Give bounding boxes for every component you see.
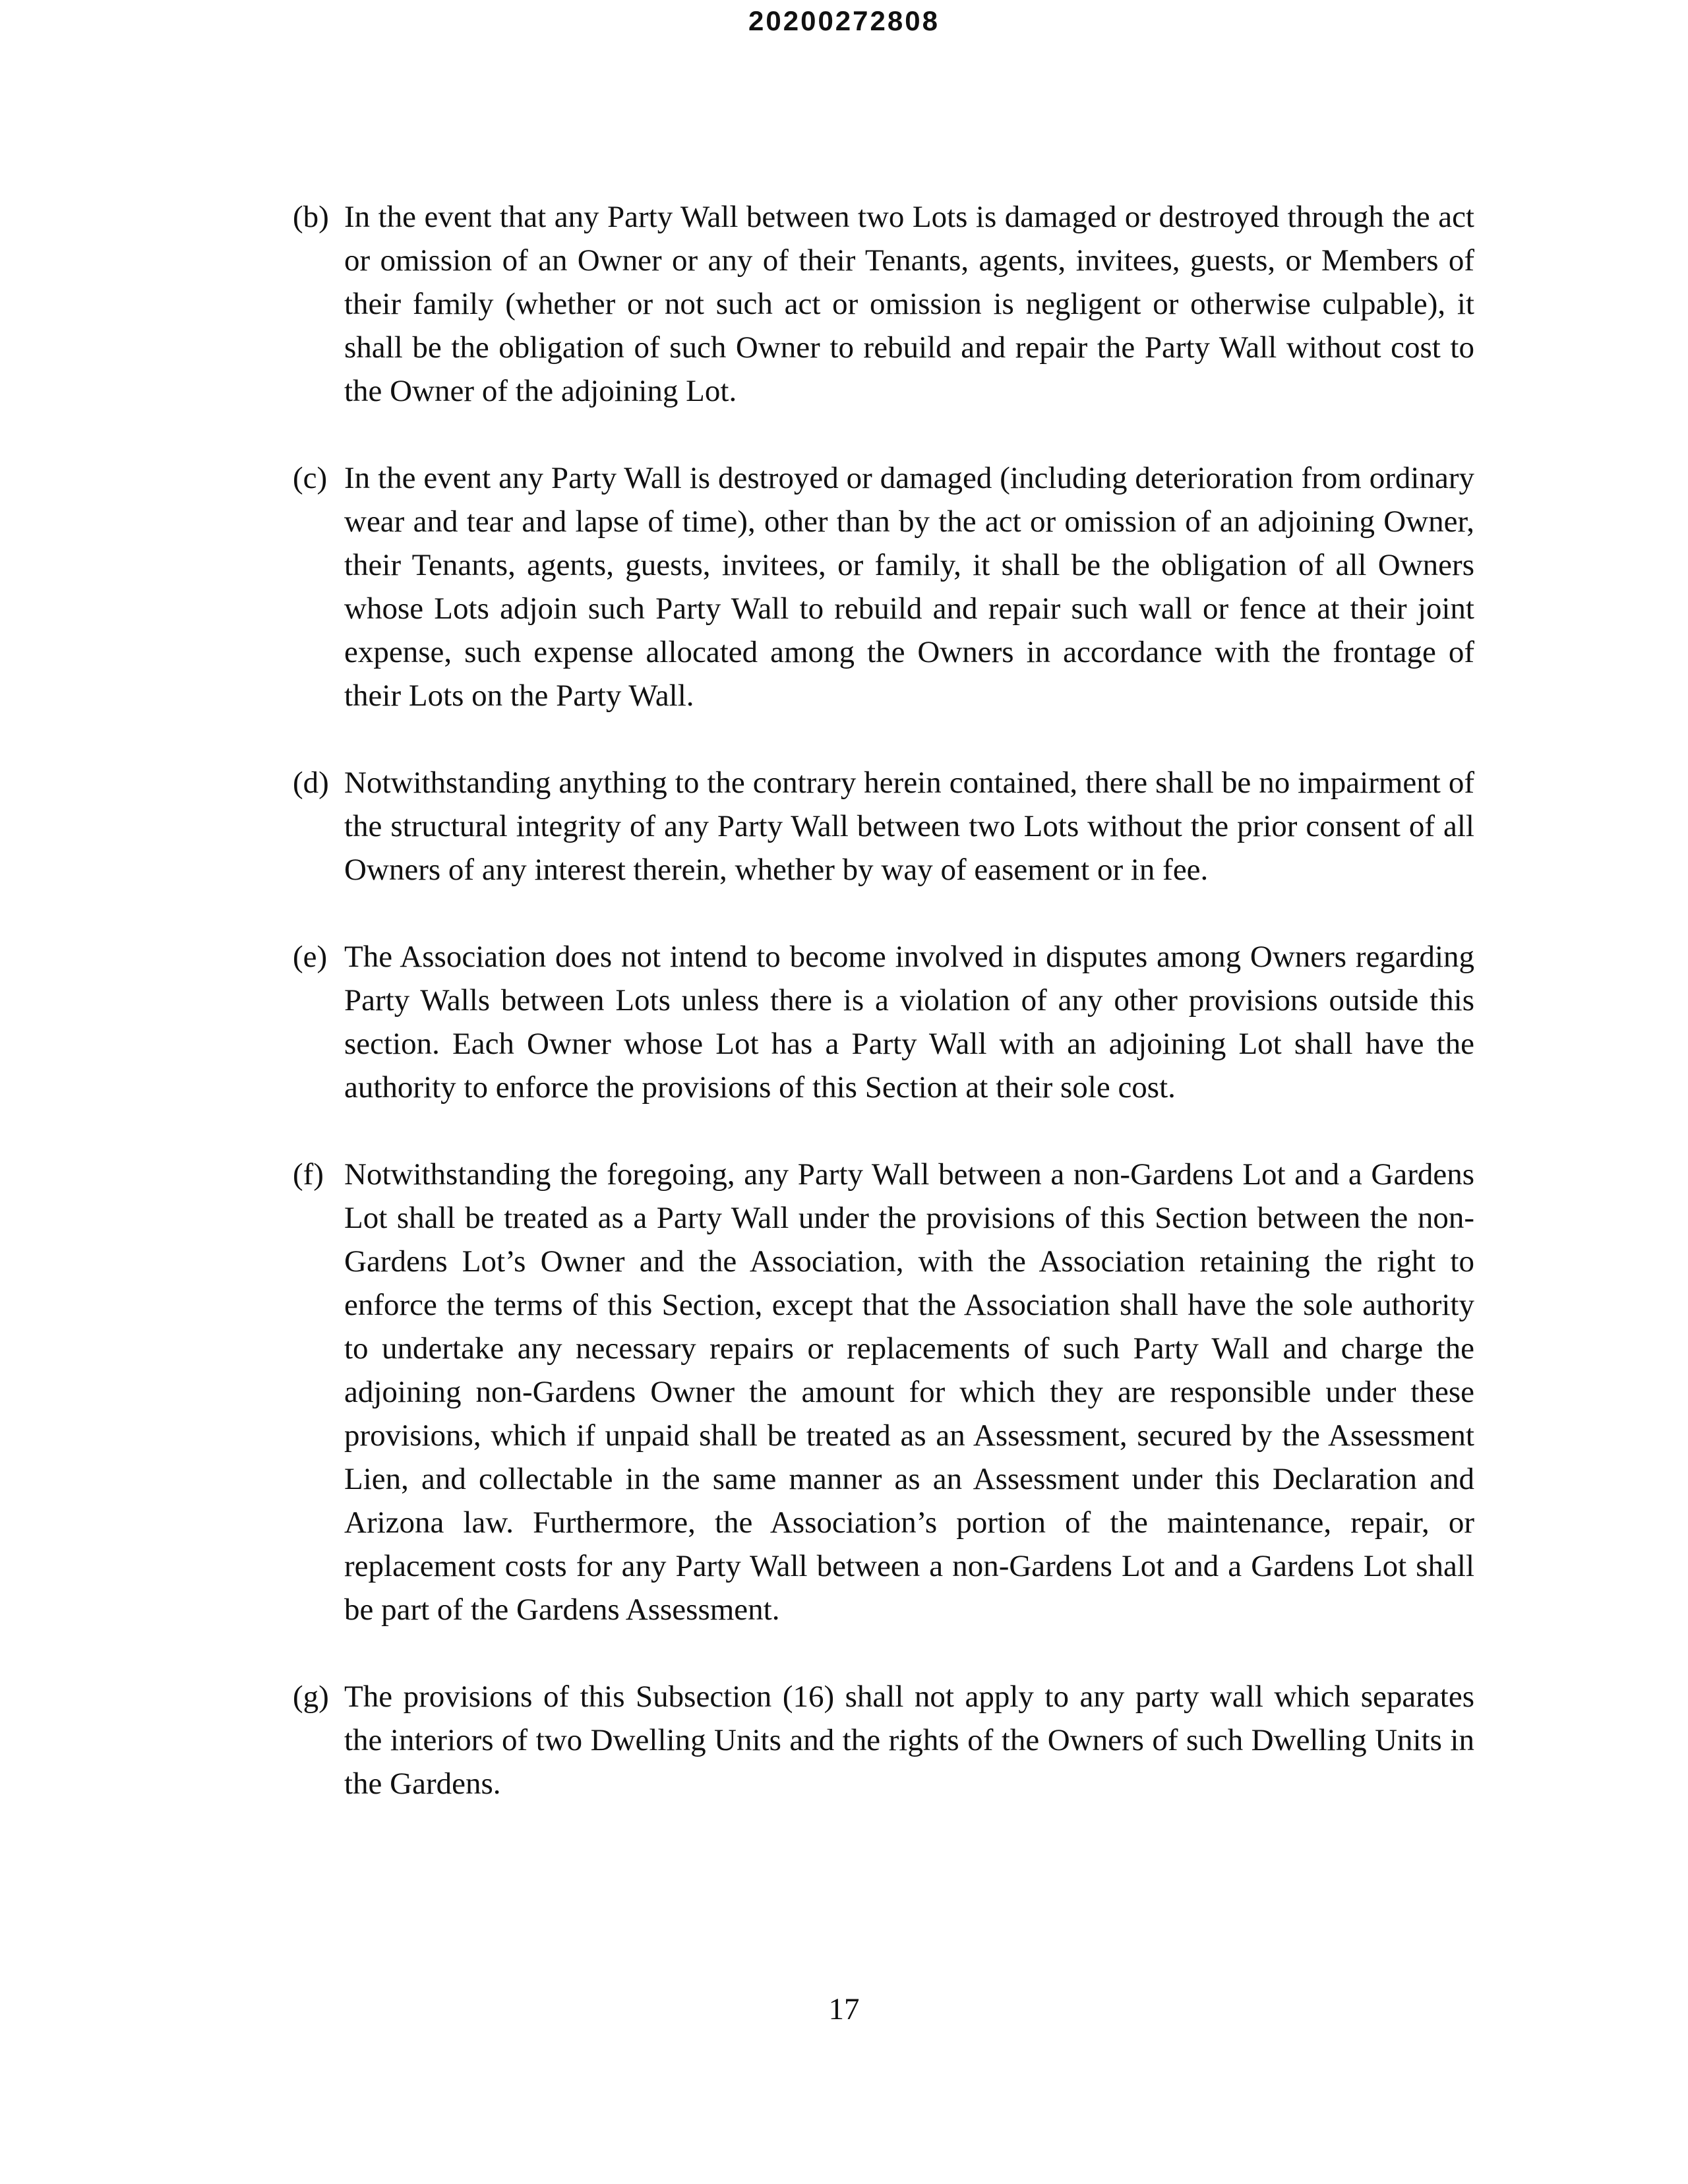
clause-label: (d)	[293, 766, 329, 800]
document-number: 20200272808	[748, 5, 940, 36]
clause-label: (g)	[293, 1680, 329, 1714]
clause-text: The provisions of this Subsection (16) shall not apply to any party wall which separates the interiors of two Dwelling Units and the rights of the Owners of such Dwelling Units in the Gardens.	[344, 1680, 1474, 1801]
clause-text: In the event any Party Wall is destroyed or damaged (including deterioration from ordinary wear and tear and lapse of time), other than by the act or omission of an adjoining Owner, their Tenants, agents, guests, invitees, or family, it shall be the obligation of all Owners whose Lots adjoin such Party Wall to rebuild and repair such wall or fence at their joint expense, such expense allocated among the Owners in accordance with the frontage of their Lots on the Party Wall.	[344, 461, 1474, 713]
clause-label: (e)	[293, 940, 328, 974]
clause-text: The Association does not intend to become involved in disputes among Owners regarding Party Walls between Lots unless there is a violation of any other provisions outside this section. Each Owner whose Lot has a Party Wall with an adjoining Lot shall have the authority to enforce the provisions of this Section at their sole cost.	[344, 940, 1474, 1105]
clause-d	[293, 761, 1474, 892]
page-number: 17	[828, 1992, 860, 2026]
clause-b	[293, 195, 1474, 413]
clause-text: Notwithstanding the foregoing, any Party Wall between a non-Gardens Lot and a Gardens Lot shall be treated as a Party Wall under the provisions of this Section between the non-Gardens Lot’s Owner and the Association, with the Association retaining the right to enforce the terms of this Section, except that the Association shall have the sole authority to undertake any necessary repairs or replacements of such Party Wall and charge the adjoining non-Gardens Owner the amount for which they are responsible under these provisions, which if unpaid shall be treated as an Assessment, secured by the Assessment Lien, and collectable in the same manner as an Assessment under this Declaration and Arizona law. Furthermore, the Association’s portion of the maintenance, repair, or replacement costs for any Party Wall between a non-Gardens Lot and a Gardens Lot shall be part of the Gardens Assessment.	[344, 1157, 1474, 1627]
clause-text: Notwithstanding anything to the contrary herein contained, there shall be no impairment of the structural integrity of any Party Wall between two Lots without the prior consent of all Owners of any interest therein, whether by way of easement or in fee.	[344, 766, 1474, 887]
clause-g	[293, 1675, 1474, 1805]
clause-text: In the event that any Party Wall between two Lots is damaged or destroyed through the act or omission of an Owner or any of their Tenants, agents, invitees, guests, or Members of their family (whether or not such act or omission is negligent or otherwise culpable), it shall be the obligation of such Owner to rebuild and repair the Party Wall without cost to the Owner of the adjoining Lot.	[344, 200, 1474, 408]
clause-label: (b)	[293, 200, 329, 234]
clause-e	[293, 935, 1474, 1109]
clause-list	[293, 195, 1474, 1849]
clause-label: (f)	[293, 1157, 324, 1192]
clause-f	[293, 1153, 1474, 1631]
clause-label: (c)	[293, 461, 328, 495]
clause-c	[293, 456, 1474, 717]
